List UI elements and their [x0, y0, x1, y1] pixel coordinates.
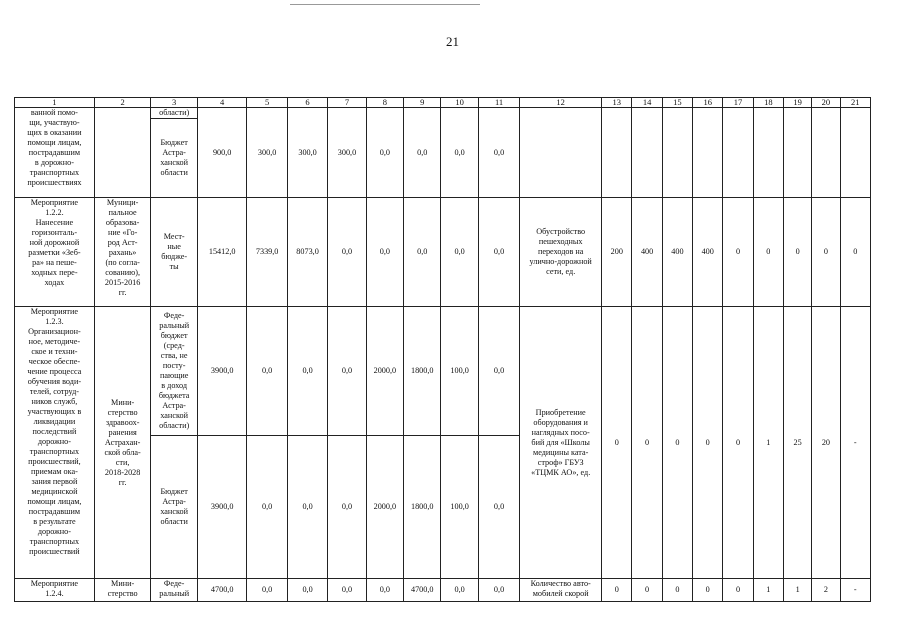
value-cell: 0,0: [404, 108, 441, 198]
value-cell: 3900,0: [197, 436, 247, 579]
value-cell: 0,0: [247, 579, 287, 602]
column-number-header: 13: [602, 98, 632, 108]
value-cell: 15412,0: [197, 198, 247, 307]
value-cell: -: [840, 579, 870, 602]
value-cell: 0: [840, 198, 870, 307]
value-cell: 2: [812, 579, 840, 602]
table-row: [15, 579, 871, 602]
value-cell: 1800,0: [404, 436, 441, 579]
value-cell: 1: [753, 579, 783, 602]
value-cell: 0,0: [328, 307, 366, 436]
value-cell: 0,0: [247, 307, 287, 436]
value-cell: 0: [812, 198, 840, 307]
table-row: [15, 108, 871, 119]
value-cell: 300,0: [287, 108, 327, 198]
column-number-header: 17: [723, 98, 753, 108]
value-cell: 0: [662, 307, 692, 579]
column-number-header: 20: [812, 98, 840, 108]
column-number-header: 2: [94, 98, 151, 108]
value-cell: 0: [783, 198, 811, 307]
value-cell: 400: [693, 198, 723, 307]
column-number-header: 6: [287, 98, 327, 108]
value-cell: 400: [632, 198, 662, 307]
value-cell: 0: [753, 198, 783, 307]
budget-cell: Бюджет Астра- ханской области: [151, 119, 197, 198]
column-number-header: 3: [151, 98, 197, 108]
budget-cell: Феде- ральный бюджет (сред- ства, не посту- пающие в доход бюджета Астра- ханской области): [151, 307, 197, 436]
value-cell: 0,0: [404, 198, 441, 307]
value-cell: 300,0: [247, 108, 287, 198]
value-cell: 20: [812, 307, 840, 579]
header-row: [15, 98, 871, 108]
value-cell: 300,0: [328, 108, 366, 198]
value-cell: 0,0: [478, 307, 519, 436]
value-cell: 0,0: [478, 436, 519, 579]
value-cell: 4700,0: [404, 579, 441, 602]
value-cell: 0: [602, 579, 632, 602]
value-cell: 1: [753, 307, 783, 579]
value-cell: 0,0: [441, 198, 478, 307]
measure-cell: Мероприятие 1.2.3. Организацион- ное, методиче- ское и техни- ческое обеспе- чение процесса обучения води- телей, сотруд- ников служб, участвующих в ликвидации последствий дорожно- транспортных происшествий, приемам ока- зания первой медицинской помощи лицам, пострадавшим в результате дорожно- транспортных происшествий: [15, 307, 95, 579]
value-cell: 0,0: [328, 198, 366, 307]
value-cell: 200: [602, 198, 632, 307]
value-cell: 0,0: [478, 108, 519, 198]
executor-cell: Мини- стерство здравоох- ранения Астрахан- ской обла- сти, 2018-2028 гг.: [94, 307, 151, 579]
column-number-header: 15: [662, 98, 692, 108]
column-number-header: 8: [366, 98, 403, 108]
program-table: [14, 97, 871, 602]
column-number-header: 5: [247, 98, 287, 108]
value-cell: 0: [723, 307, 753, 579]
budget-cell: Бюджет Астра- ханской области: [151, 436, 197, 579]
column-number-header: 18: [753, 98, 783, 108]
value-cell: 3900,0: [197, 307, 247, 436]
budget-cell: Мест- ные бюдже- ты: [151, 198, 197, 307]
column-number-header: 1: [15, 98, 95, 108]
indicator-cell: Обустройство пешеходных переходов на улично-дорожной сети, ед.: [520, 198, 602, 307]
value-cell: -: [840, 307, 870, 579]
value-cell: 0: [693, 579, 723, 602]
value-cell: 0: [602, 307, 632, 579]
value-cell: 2000,0: [366, 307, 403, 436]
value-cell: 0,0: [366, 108, 403, 198]
column-number-header: 4: [197, 98, 247, 108]
column-number-header: 7: [328, 98, 366, 108]
table-row: [15, 198, 871, 307]
executor-cell: Муници- пальное образова- ние «Го- род Аст- рахань» (по согла- сованию), 2015-2016 гг.: [94, 198, 151, 307]
column-number-header: 21: [840, 98, 870, 108]
value-cell: 0,0: [328, 579, 366, 602]
value-cell: 4700,0: [197, 579, 247, 602]
indicator-cell: Количество авто- мобилей скорой: [520, 579, 602, 602]
value-cell: 400: [662, 198, 692, 307]
value-cell: 25: [783, 307, 811, 579]
column-number-header: 11: [478, 98, 519, 108]
indicator-cell: Приобретение оборудования и наглядных посо- бий для «Школы медицины ката- строф» ГБУЗ «ТЦМК АО», ед.: [520, 307, 602, 579]
value-cell: 8073,0: [287, 198, 327, 307]
executor-cell: [94, 108, 151, 198]
value-cell: 2000,0: [366, 436, 403, 579]
budget-cell: Феде- ральный: [151, 579, 197, 602]
value-cell: 0: [723, 579, 753, 602]
measure-cell: ванной помо- щи, участвую- щих в оказании помощи лицам, пострадавшим в дорожно- транспортных происшествиях: [15, 108, 95, 198]
measure-cell: Мероприятие 1.2.2. Нанесение горизонталь- ной дорожной разметки «Зеб- ра» на пеше- ходных пере- ходах: [15, 198, 95, 307]
value-cell: 900,0: [197, 108, 247, 198]
value-cell: 1: [783, 579, 811, 602]
value-cell: 0,0: [366, 579, 403, 602]
value-cell: 0,0: [247, 436, 287, 579]
value-cell: 100,0: [441, 307, 478, 436]
value-cell: 0,0: [287, 436, 327, 579]
page-number: 21: [446, 34, 459, 49]
column-number-header: 16: [693, 98, 723, 108]
value-cell: 0,0: [478, 198, 519, 307]
value-cell: 0,0: [287, 307, 327, 436]
column-number-header: 10: [441, 98, 478, 108]
indicator-cell: [520, 108, 602, 198]
value-cell: 0,0: [366, 198, 403, 307]
value-cell: 0,0: [478, 579, 519, 602]
measure-cell: Мероприятие 1.2.4.: [15, 579, 95, 602]
value-cell: 0: [632, 579, 662, 602]
value-cell: 7339,0: [247, 198, 287, 307]
value-cell: 1800,0: [404, 307, 441, 436]
value-cell: 0: [693, 307, 723, 579]
column-number-header: 9: [404, 98, 441, 108]
column-number-header: 14: [632, 98, 662, 108]
executor-cell: Мини- стерство: [94, 579, 151, 602]
value-cell: 0,0: [441, 579, 478, 602]
value-cell: 0: [723, 198, 753, 307]
table-row: [15, 307, 871, 436]
budget-cell: области): [151, 108, 197, 119]
value-cell: 0,0: [328, 436, 366, 579]
value-cell: 0,0: [441, 108, 478, 198]
value-cell: 100,0: [441, 436, 478, 579]
top-scan-rule: [290, 4, 480, 5]
column-number-header: 12: [520, 98, 602, 108]
value-cell: 0: [632, 307, 662, 579]
column-number-header: 19: [783, 98, 811, 108]
value-cell: 0,0: [287, 579, 327, 602]
value-cell: 0: [662, 579, 692, 602]
